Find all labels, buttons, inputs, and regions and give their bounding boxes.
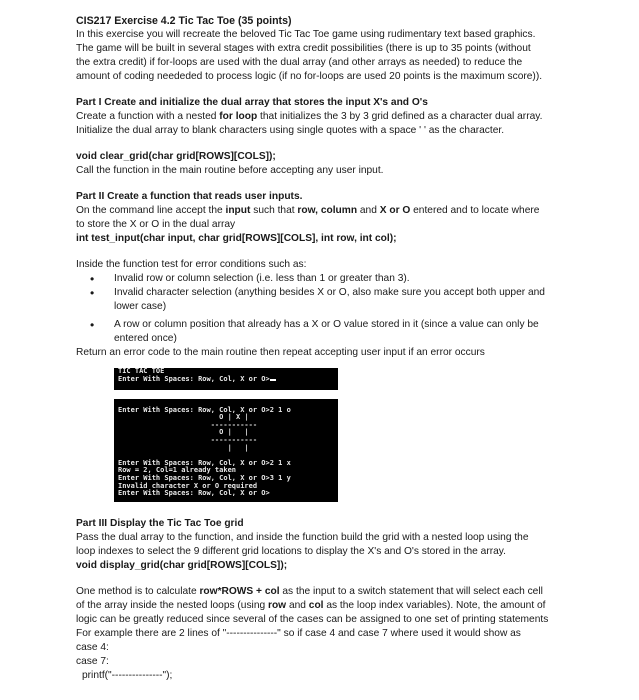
console-grid-row: | |	[118, 443, 249, 452]
method-text: logic can be greatly reduced since several of the cases can be assigned to one set of printing statements	[76, 614, 549, 625]
list-item: • Invalid character selection (anything besides X or O, also make sure you accept both upper and lower case)	[114, 286, 628, 314]
part2-inside: Inside the function test for error conditions such as:	[76, 259, 307, 270]
console-line: Enter With Spaces: Row, Col, X or O>	[118, 489, 270, 498]
method-text: One method is to calculate row*ROWS + col as the input to a switch statement that will select each cell	[76, 586, 543, 597]
intro-line: In this exercise you will recreate the beloved Tic Tac Toe game using rudimentary text based graphics.	[76, 29, 536, 40]
console-line: Enter With Spaces: Row, Col, X or O>2 1 x	[118, 458, 291, 467]
intro-line: the extra credit) if for-loops are used with the dual array (and other arrays as needed) to reduce the	[76, 57, 523, 68]
intro-line: amount of coding neededed to process logic (if no for-loops are used 20 points is the maximum score)).	[76, 71, 543, 82]
console-line: Row = 2, Col=1 already taken	[118, 466, 237, 475]
console-line: Enter With Spaces: Row, Col, X or O>	[118, 374, 270, 383]
console-screenshot-title	[114, 368, 338, 390]
part1-text: Create a function with a nested for loop that initializes the 3 by 3 grid defined as a character dual array.	[76, 111, 543, 122]
console-line: TIC TAC TOE	[118, 368, 165, 375]
method-text: of the array inside the nested loops (using row and col as the loop index variables). Note, the amount of	[76, 600, 546, 611]
console-grid-row: O | |	[118, 428, 249, 437]
display-grid-signature: void display_grid(char grid[ROWS][COLS]);	[76, 560, 288, 571]
part3-text: loop indexes to select the 9 different grid locations to display the X's and O's stored in the array.	[76, 546, 506, 557]
part3-text: Pass the dual array to the function, and inside the function build the grid with a nested loop using the	[76, 532, 529, 543]
console-grid-row: O | X |	[118, 413, 249, 422]
method-text: For example there are 2 lines of "---------------" so if case 4 and case 7 where used it would show as	[76, 628, 521, 639]
cursor-icon	[270, 379, 276, 381]
part1-note: Call the function in the main routine before accepting any user input.	[76, 165, 384, 176]
code-line: case 7:	[76, 656, 109, 667]
part3-section	[76, 517, 628, 683]
page-title: CIS217 Exercise 4.2 Tic Tac Toe (35 points)	[76, 15, 292, 27]
console-grid-separator: -----------	[118, 435, 258, 444]
part1-heading: Part I Create and initialize the dual array that stores the input X's and O's	[76, 97, 428, 108]
list-item: • Invalid row or column selection (i.e. less than 1 or greater than 3).	[114, 272, 628, 286]
console-line: Enter With Spaces: Row, Col, X or O>2 1 o	[118, 405, 291, 414]
console-grid-separator: -----------	[118, 420, 258, 429]
part2-text: On the command line accept the input such that row, column and X or O entered and to locate where	[76, 205, 540, 216]
intro-line: The game will be built in several stages with extra credit possibilities (there is up to 35 points (without	[76, 43, 531, 54]
code-line: printf("---------------");	[82, 670, 173, 681]
code-line: case 4:	[76, 642, 109, 653]
part2-heading: Part II Create a function that reads user inputs.	[76, 191, 303, 202]
list-item: • A row or column position that already has a X or O value stored in it (since a value can only be entered once)	[114, 318, 628, 346]
console-screenshot-game	[114, 399, 338, 502]
return-line: Return an error code to the main routine then repeat accepting user input if an error occurs	[76, 347, 485, 358]
part1-text: Initialize the dual array to blank characters using single quotes with a space ' ' as the character.	[76, 125, 505, 136]
document-body	[76, 14, 628, 360]
error-conditions-list	[76, 272, 628, 346]
console-line: Invalid character X or O required	[118, 481, 258, 490]
console-line: Enter With Spaces: Row, Col, X or O>3 1 y	[118, 473, 291, 482]
part3-heading: Part III Display the Tic Tac Toe grid	[76, 518, 244, 529]
test-input-signature: int test_input(char input, char grid[ROWS][COLS], int row, int col);	[76, 233, 397, 244]
part2-text: to store the X or O in the dual array	[76, 219, 236, 230]
clear-grid-signature: void clear_grid(char grid[ROWS][COLS]);	[76, 151, 276, 162]
